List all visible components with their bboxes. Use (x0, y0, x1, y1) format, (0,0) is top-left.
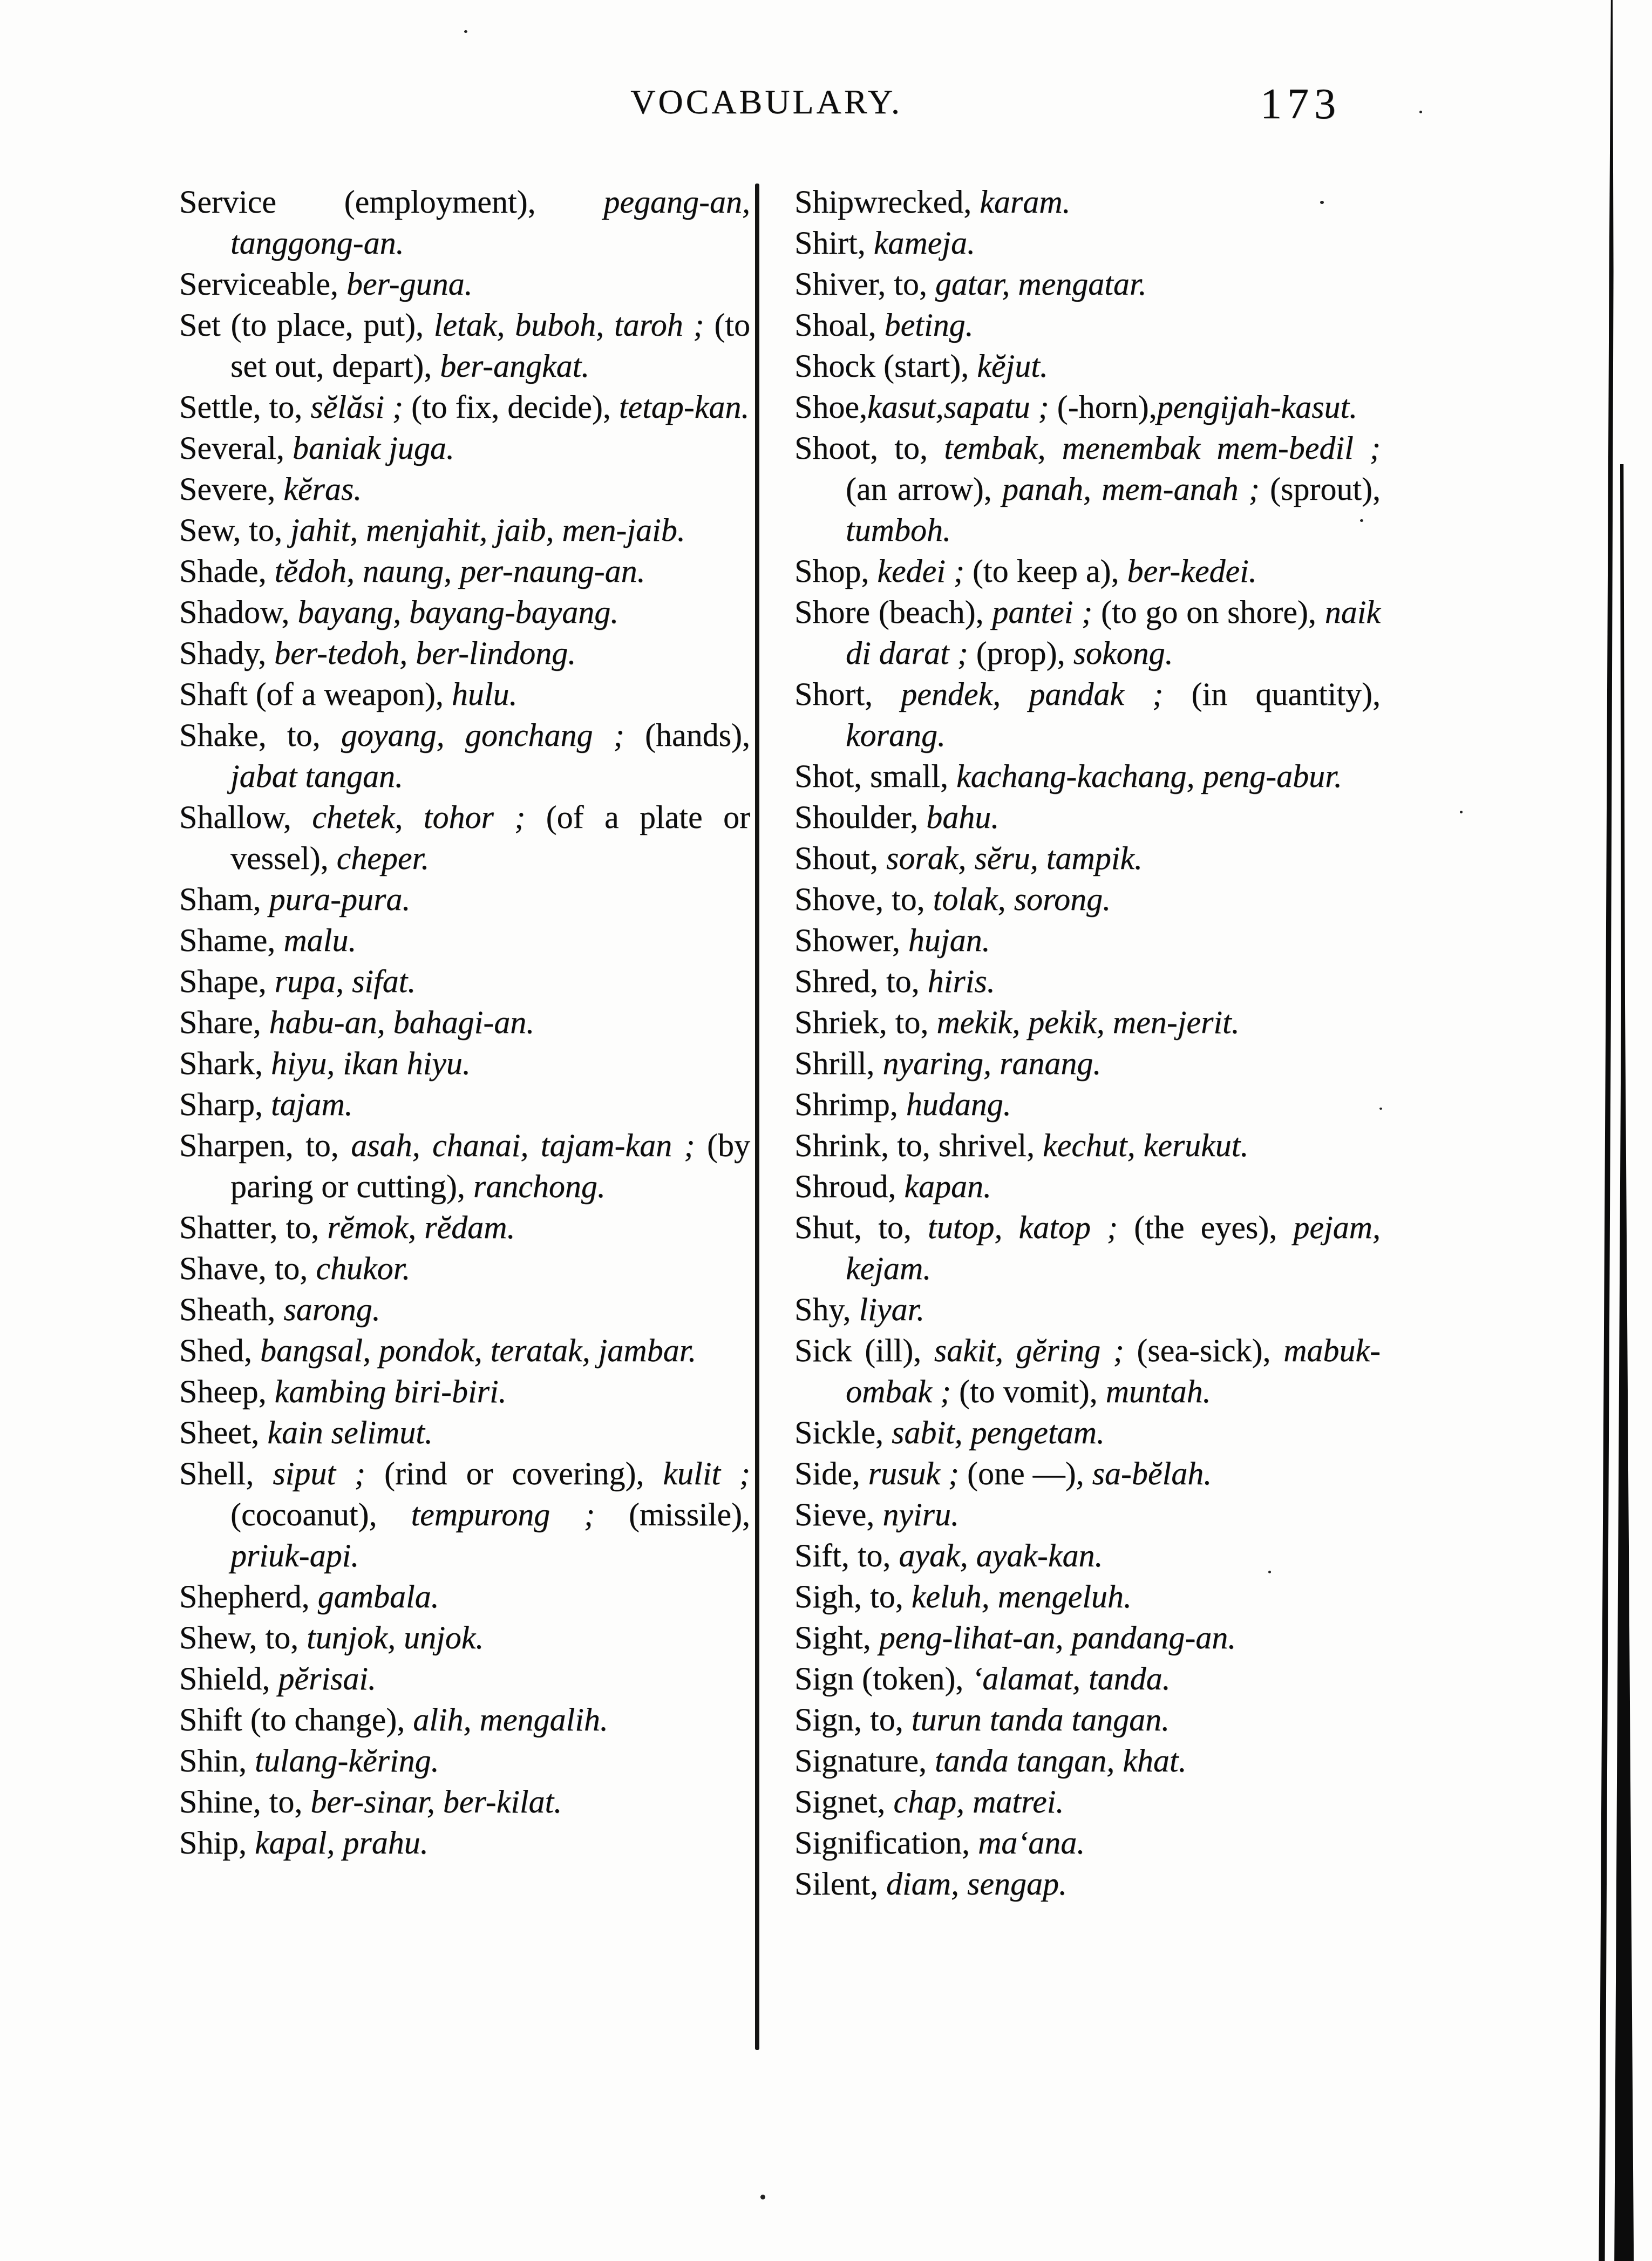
page-title: VOCABULARY. (630, 83, 902, 121)
dictionary-entry (179, 1617, 750, 1658)
english-headword-text: (cocoanut), (230, 1497, 411, 1532)
dictionary-entry (794, 592, 1381, 674)
english-headword-text: Sigh, to, (794, 1579, 912, 1614)
malay-translation: chetek, tohor ; (312, 799, 526, 835)
english-headword-text: Shell, (179, 1456, 273, 1491)
malay-translation: beting. (884, 307, 974, 343)
malay-translation: sabit, pengetam. (891, 1415, 1105, 1450)
dictionary-entry (179, 1084, 750, 1125)
malay-translation: bahu. (926, 799, 1000, 835)
malay-translation: siput ; (273, 1456, 365, 1491)
malay-translation: ber-guna. (346, 266, 473, 302)
english-headword-text: Shred, to, (794, 963, 928, 999)
dictionary-entry (179, 1002, 750, 1043)
malay-translation: alih, mengalih. (413, 1702, 608, 1737)
dictionary-entry (179, 920, 750, 961)
english-headword-text: (the eyes), (1118, 1210, 1294, 1245)
english-headword-text: Shed, (179, 1333, 260, 1368)
malay-translation: korang. (846, 717, 946, 753)
english-headword-text: (sprout), (1259, 471, 1381, 507)
malay-translation: ranchong. (473, 1169, 606, 1204)
dictionary-entry (179, 1822, 750, 1863)
malay-translation: keluh, mengeluh. (911, 1579, 1132, 1614)
english-headword-text: Short, (794, 676, 901, 712)
english-headword-text: Shot, small, (794, 758, 957, 794)
malay-translation: mekik, pekik, men-jerit. (936, 1004, 1240, 1040)
dictionary-entry (179, 1658, 750, 1699)
malay-translation: nyaring, ranang. (882, 1045, 1102, 1081)
english-headword-text: Shock (start), (794, 348, 977, 384)
ink-speck (1360, 519, 1363, 522)
english-headword-text: Set (to place, put), (179, 307, 434, 343)
malay-translation: rĕmok, rĕdam. (327, 1210, 515, 1245)
english-headword-text: Shower, (794, 922, 908, 958)
english-headword-text: Shut, to, (794, 1210, 928, 1245)
malay-translation: kĕras. (283, 471, 362, 507)
malay-translation: naik di darat ; (846, 594, 1381, 671)
dictionary-entry (794, 1453, 1381, 1494)
malay-translation: ma‘ana. (977, 1825, 1085, 1861)
ink-speck (760, 2195, 765, 2199)
malay-translation: bangsal, pondok, teratak, jambar. (260, 1333, 697, 1368)
left-column (179, 181, 750, 1863)
malay-translation: karam. (980, 184, 1071, 220)
malay-translation: pĕrisai. (278, 1661, 377, 1696)
english-headword-text: Shine, to, (179, 1784, 311, 1819)
malay-translation: asah, chanai, tajam-kan ; (351, 1128, 695, 1163)
malay-translation: letak, buboh, taroh ; (433, 307, 704, 343)
english-headword-text: Shoulder, (794, 799, 927, 835)
english-headword-text: Shade, (179, 553, 275, 589)
malay-translation: kachang-kachang, peng-abur. (956, 758, 1342, 794)
english-headword-text: Shallow, (179, 799, 312, 835)
dictionary-entry (179, 1412, 750, 1453)
malay-translation: rusuk ; (868, 1456, 959, 1491)
dictionary-entry (794, 1863, 1381, 1904)
malay-translation: peng-lihat-an, pandang-an. (879, 1620, 1236, 1655)
english-headword-text: Shepherd, (179, 1579, 318, 1614)
dictionary-entry (794, 1330, 1381, 1412)
english-headword-text: Sheet, (179, 1415, 268, 1450)
dictionary-entry (794, 263, 1381, 304)
english-headword-text: Shaft (of a weapon), (179, 676, 452, 712)
dictionary-entry (794, 1699, 1381, 1740)
malay-translation: kameja. (873, 225, 975, 261)
ink-speck (1320, 201, 1324, 204)
english-headword-text: Shady, (179, 635, 275, 671)
dictionary-entry (179, 879, 750, 920)
malay-translation: hiris. (927, 963, 995, 999)
dictionary-entry (179, 797, 750, 879)
malay-translation: kambing biri-biri. (274, 1374, 507, 1409)
english-headword-text: (in quantity), (1163, 676, 1381, 712)
malay-translation: gambala. (317, 1579, 439, 1614)
dictionary-entry (794, 1822, 1381, 1863)
english-headword-text: Shift (to change), (179, 1702, 413, 1737)
dictionary-entry (179, 715, 750, 797)
malay-translation: ber-sinar, ber-kilat. (310, 1784, 562, 1819)
malay-translation: pejam, kejam. (846, 1210, 1381, 1286)
ink-speck (1460, 811, 1463, 813)
dictionary-entry (794, 838, 1381, 879)
dictionary-entry (179, 1781, 750, 1822)
malay-translation: goyang, gonchang ; (341, 717, 624, 753)
english-headword-text: (to keep a), (964, 553, 1127, 589)
english-headword-text: Several, (179, 430, 293, 466)
english-headword-text: Shove, to, (794, 881, 933, 917)
dictionary-entry (794, 1043, 1381, 1084)
dictionary-entry (794, 1002, 1381, 1043)
malay-translation: ber-tedoh, ber-lindong. (274, 635, 576, 671)
malay-translation: tulang-kĕring. (255, 1743, 439, 1778)
malay-translation: diam, sengap. (886, 1866, 1067, 1902)
malay-translation: chukor. (316, 1251, 411, 1286)
dictionary-entry (794, 756, 1381, 797)
malay-translation: tajam. (270, 1087, 353, 1122)
english-headword-text: Shrimp, (794, 1087, 906, 1122)
malay-translation: sarong. (283, 1292, 380, 1327)
english-headword-text: Shrink, to, shrivel, (794, 1128, 1043, 1163)
malay-translation: gatar, mengatar. (935, 266, 1147, 302)
english-headword-text: Shave, to, (179, 1251, 316, 1286)
dictionary-entry (794, 1658, 1381, 1699)
malay-translation: jahit, menjahit, jaib, men-jaib. (290, 512, 685, 548)
dictionary-entry (179, 1699, 750, 1740)
english-headword-text: Shadow, (179, 594, 298, 630)
english-headword-text: Signature, (794, 1743, 935, 1778)
english-headword-text: Severe, (179, 471, 284, 507)
malay-translation: rupa, sifat. (274, 963, 416, 999)
english-headword-text: Sharp, (179, 1087, 271, 1122)
malay-translation: kapan. (904, 1169, 991, 1204)
english-headword-text: (to vomit), (950, 1374, 1106, 1409)
english-headword-text: Shrill, (794, 1045, 883, 1081)
dictionary-entry (794, 1084, 1381, 1125)
malay-translation: tumboh. (846, 512, 951, 548)
english-headword-text: (to set out, depart), (230, 307, 750, 384)
english-headword-text: Sheath, (179, 1292, 284, 1327)
malay-translation: hujan. (908, 922, 990, 958)
english-headword-text: Sickle, (794, 1415, 892, 1450)
dictionary-entry (794, 797, 1381, 838)
malay-translation: kedei ; (877, 553, 964, 589)
malay-translation: tempurong ; (411, 1497, 595, 1532)
ink-speck (464, 30, 467, 33)
dictionary-entry (179, 633, 750, 674)
english-headword-text: Signet, (794, 1784, 894, 1819)
malay-translation: pendek, pandak ; (901, 676, 1164, 712)
malay-translation: tĕdoh, naung, per-naung-an. (274, 553, 645, 589)
dictionary-entry (179, 961, 750, 1002)
ink-speck (1379, 1108, 1382, 1110)
english-headword-text: Side, (794, 1456, 868, 1491)
english-headword-text: (missile), (595, 1497, 750, 1532)
english-headword-text: (-horn), (1049, 389, 1157, 425)
dictionary-entry (794, 222, 1381, 263)
malay-translation: sa-bĕlah. (1092, 1456, 1212, 1491)
malay-translation: pengijah-kasut. (1157, 389, 1358, 425)
malay-translation: ayak, ayak-kan. (899, 1538, 1103, 1573)
english-headword-text: Sight, (794, 1620, 879, 1655)
dictionary-entry (179, 551, 750, 592)
dictionary-entry (179, 304, 750, 386)
english-headword-text: Sift, to, (794, 1538, 899, 1573)
dictionary-entry (794, 551, 1381, 592)
english-headword-text: (by paring or cutting), (230, 1128, 750, 1204)
malay-translation: liyar. (859, 1292, 925, 1327)
english-headword-text: Share, (179, 1004, 269, 1040)
english-headword-text: Shiver, to, (794, 266, 935, 302)
malay-translation: habu-an, bahagi-an. (269, 1004, 535, 1040)
english-headword-text: Shin, (179, 1743, 255, 1778)
malay-translation: sĕlăsi ; (310, 389, 403, 425)
malay-translation: jabat tangan. (230, 758, 404, 794)
english-headword-text: Sign, to, (794, 1702, 912, 1737)
malay-translation: tunjok, unjok. (307, 1620, 484, 1655)
dictionary-entry (179, 1371, 750, 1412)
page-number: 173 (1260, 80, 1341, 128)
ink-speck (1268, 1571, 1271, 1573)
dictionary-entry (794, 1207, 1381, 1289)
english-headword-text: (of a plate or vessel), (230, 799, 750, 876)
english-headword-text: Shy, (794, 1292, 859, 1327)
dictionary-entry (179, 1207, 750, 1248)
dictionary-entry (179, 263, 750, 304)
english-headword-text: Serviceable, (179, 266, 346, 302)
dictionary-entry (794, 345, 1381, 386)
english-headword-text: Shroud, (794, 1169, 905, 1204)
english-headword-text: Silent, (794, 1866, 887, 1902)
ink-speck (1419, 111, 1422, 113)
malay-translation: ber-angkat. (440, 348, 590, 384)
malay-translation: tanda tangan, khat. (934, 1743, 1187, 1778)
malay-translation: pantei ; (992, 594, 1093, 630)
dictionary-entry (794, 181, 1381, 222)
dictionary-entry (179, 1248, 750, 1289)
dictionary-entry (179, 427, 750, 469)
dictionary-entry (179, 1740, 750, 1781)
dictionary-entry (179, 1289, 750, 1330)
column-divider-rule (755, 184, 759, 2050)
english-headword-text: (sea-sick), (1124, 1333, 1284, 1368)
dictionary-entry (179, 469, 750, 510)
dictionary-entry (794, 1781, 1381, 1822)
malay-translation: panah, mem-anah ; (1002, 471, 1260, 507)
malay-translation: pegang-an, tanggong-an. (230, 184, 750, 261)
malay-translation: kechut, kerukut. (1043, 1128, 1249, 1163)
english-headword-text: (prop), (968, 635, 1073, 671)
malay-translation: nyiru. (882, 1497, 959, 1532)
english-headword-text: (to fix, decide), (403, 389, 619, 425)
english-headword-text: Shore (beach), (794, 594, 992, 630)
malay-translation: hiyu, ikan hiyu. (270, 1045, 471, 1081)
english-headword-text: Sham, (179, 881, 269, 917)
malay-translation: mabuk-ombak ; (846, 1333, 1381, 1409)
english-headword-text: Shape, (179, 963, 275, 999)
english-headword-text: Sieve, (794, 1497, 883, 1532)
english-headword-text: Shoal, (794, 307, 885, 343)
malay-translation: ber-kedei. (1127, 553, 1257, 589)
malay-translation: bayang, bayang-bayang. (297, 594, 619, 630)
dictionary-entry (179, 510, 750, 551)
dictionary-entry (794, 674, 1381, 756)
malay-translation: chap, matrei. (893, 1784, 1064, 1819)
english-headword-text: (to go on shore), (1092, 594, 1325, 630)
dictionary-entry (794, 1166, 1381, 1207)
english-headword-text: Shatter, to, (179, 1210, 328, 1245)
malay-translation: pura-pura. (269, 881, 411, 917)
malay-translation: baniak juga. (292, 430, 454, 466)
dictionary-entry (179, 1576, 750, 1617)
english-headword-text: (one —), (958, 1456, 1092, 1491)
malay-translation: tolak, sorong. (933, 881, 1111, 917)
dictionary-entry (179, 181, 750, 263)
english-headword-text: Shout, (794, 840, 887, 876)
english-headword-text: Ship, (179, 1825, 255, 1861)
dictionary-entry (794, 1125, 1381, 1166)
english-headword-text: Shake, to, (179, 717, 341, 753)
english-headword-text: Sharpen, to, (179, 1128, 351, 1163)
dictionary-entry (179, 592, 750, 633)
scan-artifact-streak (1606, 464, 1652, 2261)
english-headword-text: Shame, (179, 922, 284, 958)
english-headword-text: Shew, to, (179, 1620, 307, 1655)
malay-translation: kapal, prahu. (255, 1825, 429, 1861)
malay-translation: kĕjut. (977, 348, 1048, 384)
malay-translation: turun tanda tangan. (911, 1702, 1170, 1737)
malay-translation: hudang. (906, 1087, 1011, 1122)
dictionary-entry (794, 961, 1381, 1002)
dictionary-entry (794, 1289, 1381, 1330)
malay-translation: malu. (283, 922, 357, 958)
dictionary-entry (794, 304, 1381, 345)
english-headword-text: Shriek, to, (794, 1004, 937, 1040)
english-headword-text: Sign (token), (794, 1661, 972, 1696)
english-headword-text: Settle, to, (179, 389, 311, 425)
dictionary-entry (794, 1617, 1381, 1658)
dictionary-entry (794, 1576, 1381, 1617)
dictionary-entry (179, 1043, 750, 1084)
dictionary-entry (794, 920, 1381, 961)
english-headword-text: Sick (ill), (794, 1333, 934, 1368)
dictionary-entry (794, 386, 1381, 427)
malay-translation: tetap-kan. (618, 389, 750, 425)
malay-translation: kain selimut. (267, 1415, 433, 1450)
dictionary-entry (179, 1453, 750, 1576)
malay-translation: sokong. (1073, 635, 1173, 671)
malay-translation: tembak, menembak mem-bedil ; (944, 430, 1381, 466)
dictionary-entry (179, 674, 750, 715)
english-headword-text: Shipwrecked, (794, 184, 980, 220)
dictionary-entry (179, 386, 750, 427)
dictionary-entry (794, 427, 1381, 551)
malay-translation: hulu. (451, 676, 518, 712)
english-headword-text: Service (employment), (179, 184, 604, 220)
english-headword-text: Shoe, (794, 389, 867, 425)
english-headword-text: Signification, (794, 1825, 978, 1861)
dictionary-entry (179, 1330, 750, 1371)
english-headword-text: Sew, to, (179, 512, 291, 548)
malay-translation: kulit ; (663, 1456, 751, 1491)
english-headword-text: Shirt, (794, 225, 874, 261)
malay-translation: sorak, sĕru, tampik. (886, 840, 1143, 876)
english-headword-text: Shark, (179, 1045, 271, 1081)
right-column (794, 181, 1381, 1904)
malay-translation: cheper. (336, 840, 430, 876)
english-headword-text: (hands), (624, 717, 750, 753)
english-headword-text: Shoot, to, (794, 430, 944, 466)
dictionary-entry (794, 1740, 1381, 1781)
malay-translation: kasut,sapatu ; (867, 389, 1049, 425)
malay-translation: ‘alamat, tanda. (971, 1661, 1171, 1696)
english-headword-text: Sheep, (179, 1374, 275, 1409)
dictionary-entry (794, 1494, 1381, 1535)
english-headword-text: (an arrow), (846, 471, 1003, 507)
dictionary-entry (179, 1125, 750, 1207)
malay-translation: muntah. (1105, 1374, 1211, 1409)
malay-translation: tutop, katop ; (928, 1210, 1118, 1245)
dictionary-entry (794, 1535, 1381, 1576)
malay-translation: priuk-api. (230, 1538, 359, 1573)
dictionary-entry (794, 879, 1381, 920)
english-headword-text: Shield, (179, 1661, 278, 1696)
english-headword-text: Shop, (794, 553, 878, 589)
english-headword-text: (rind or covering), (365, 1456, 663, 1491)
malay-translation: sakit, gĕring ; (934, 1333, 1124, 1368)
dictionary-entry (794, 1412, 1381, 1453)
